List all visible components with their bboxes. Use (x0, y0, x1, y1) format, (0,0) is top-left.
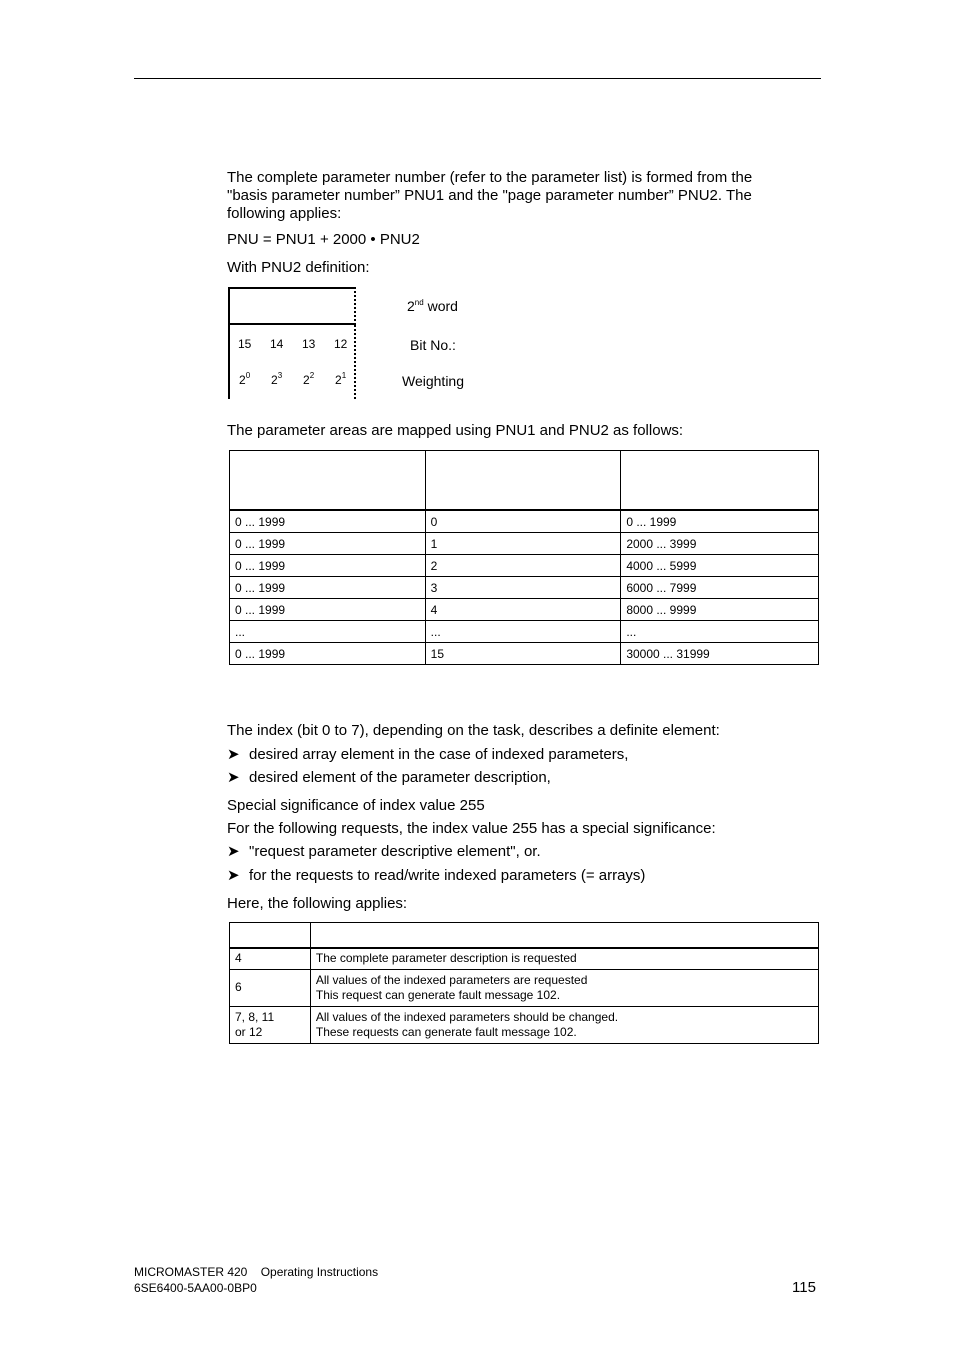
footer-order-number: 6SE6400-5AA00-0BP0 (134, 1281, 257, 1295)
pnu-cell: 4000 ... 5999 (621, 555, 819, 577)
pnu2-cell: 15 (425, 643, 621, 665)
pnu-formula: PNU = PNU1 + 2000 • PNU2 (227, 231, 420, 248)
header-rule (134, 78, 821, 79)
weight-bit-13: $2^2$ (303, 371, 315, 387)
word-label: 2nd word (407, 298, 458, 314)
weight-bit-15: $2^0$ (239, 371, 251, 387)
request-desc-cell: The complete parameter description is requested (310, 948, 818, 969)
pnu1-cell: 0 ... 1999 (230, 533, 426, 555)
pnu2-cell: 0 (425, 510, 621, 533)
intro-paragraph (227, 169, 827, 223)
pnu1-cell: 0 ... 1999 (230, 510, 426, 533)
weighting-label: Weighting (402, 373, 465, 389)
request-desc-cell: All values of the indexed parameters should be changed. These requests can generate fault message 102. (310, 1006, 818, 1043)
arrow-bullet-icon: ➤ (227, 843, 240, 860)
weight-bit-12: $2^1$ (335, 371, 347, 387)
header-cell (310, 923, 818, 949)
header-cell (230, 923, 311, 949)
header-cell (230, 451, 426, 511)
pnu2-definition-label: With PNU2 definition: (227, 259, 370, 276)
pnu1-cell: 0 ... 1999 (230, 555, 426, 577)
request-id-cell: 4 (230, 948, 311, 969)
bit-diagram-header-cell (228, 287, 356, 325)
parameter-mapping-table (229, 450, 819, 665)
arrow-bullet-icon: ➤ (227, 746, 240, 763)
index-intro: The index (bit 0 to 7), depending on the task, describes a definite element: (227, 722, 720, 739)
bit-number-12: 12 (334, 337, 348, 351)
index-bullet: ➤ desired array element in the case of indexed parameters, (227, 746, 629, 763)
bit-number-15: 15 (238, 337, 252, 351)
table-row (230, 948, 819, 969)
table-row (230, 599, 819, 621)
pnu-cell: 2000 ... 3999 (621, 533, 819, 555)
footer-product: MICROMASTER 420 Operating Instructions (134, 1265, 379, 1279)
request-id-cell: 7, 8, 11 or 12 (230, 1006, 311, 1043)
special-index-text: For the following requests, the index value 255 has a special significance: (227, 820, 716, 837)
bit-no-label: Bit No.: (410, 337, 456, 353)
intro-line-3: following applies: (227, 205, 342, 222)
pnu2-cell: 3 (425, 577, 621, 599)
table-header-row (230, 451, 819, 511)
pnu1-cell: 0 ... 1999 (230, 577, 426, 599)
table-row (230, 510, 819, 533)
arrow-bullet-icon: ➤ (227, 769, 240, 786)
table-row (230, 577, 819, 599)
pnu1-cell: ... (230, 621, 426, 643)
pnu-cell: 8000 ... 9999 (621, 599, 819, 621)
pnu-cell: 30000 ... 31999 (621, 643, 819, 665)
pnu2-cell: 1 (425, 533, 621, 555)
pnu-cell: 0 ... 1999 (621, 510, 819, 533)
applies-label: Here, the following applies: (227, 895, 408, 912)
table-row (230, 621, 819, 643)
request-desc-cell: All values of the indexed parameters are requested This request can generate fault message 102. (310, 969, 818, 1006)
table-row (230, 555, 819, 577)
header-cell (621, 451, 819, 511)
pnu-cell: ... (621, 621, 819, 643)
special-index-title: Special significance of index value 255 (227, 797, 485, 814)
table-row (230, 1006, 819, 1043)
bit-number-14: 14 (270, 337, 284, 351)
special-bullet: ➤ "request parameter descriptive element", or. (227, 843, 541, 860)
weight-bit-14: $2^3$ (271, 371, 283, 387)
pnu1-cell: 0 ... 1999 (230, 643, 426, 665)
pnu1-cell: 0 ... 1999 (230, 599, 426, 621)
pnu-cell: 6000 ... 7999 (621, 577, 819, 599)
index-bullet: ➤ desired element of the parameter description, (227, 769, 551, 786)
intro-line-1: The complete parameter number (refer to the parameter list) is formed from the (227, 169, 753, 186)
table-row (230, 643, 819, 665)
pnu2-cell: 2 (425, 555, 621, 577)
table-header-row (230, 923, 819, 949)
request-id-cell: 6 (230, 969, 311, 1006)
table-row (230, 969, 819, 1006)
mapping-intro: The parameter areas are mapped using PNU1 and PNU2 as follows: (227, 422, 684, 439)
header-cell (425, 451, 621, 511)
table-row (230, 533, 819, 555)
request-index-table (229, 922, 819, 1044)
page-number: 115 (792, 1279, 816, 1296)
arrow-bullet-icon: ➤ (227, 867, 240, 884)
pnu2-cell: 4 (425, 599, 621, 621)
intro-line-2: "basis parameter number” PNU1 and the "page parameter number” PNU2. The (227, 187, 752, 204)
bit-number-13: 13 (302, 337, 316, 351)
pnu2-cell: ... (425, 621, 621, 643)
special-bullet: ➤ for the requests to read/write indexed parameters (= arrays) (227, 867, 646, 884)
